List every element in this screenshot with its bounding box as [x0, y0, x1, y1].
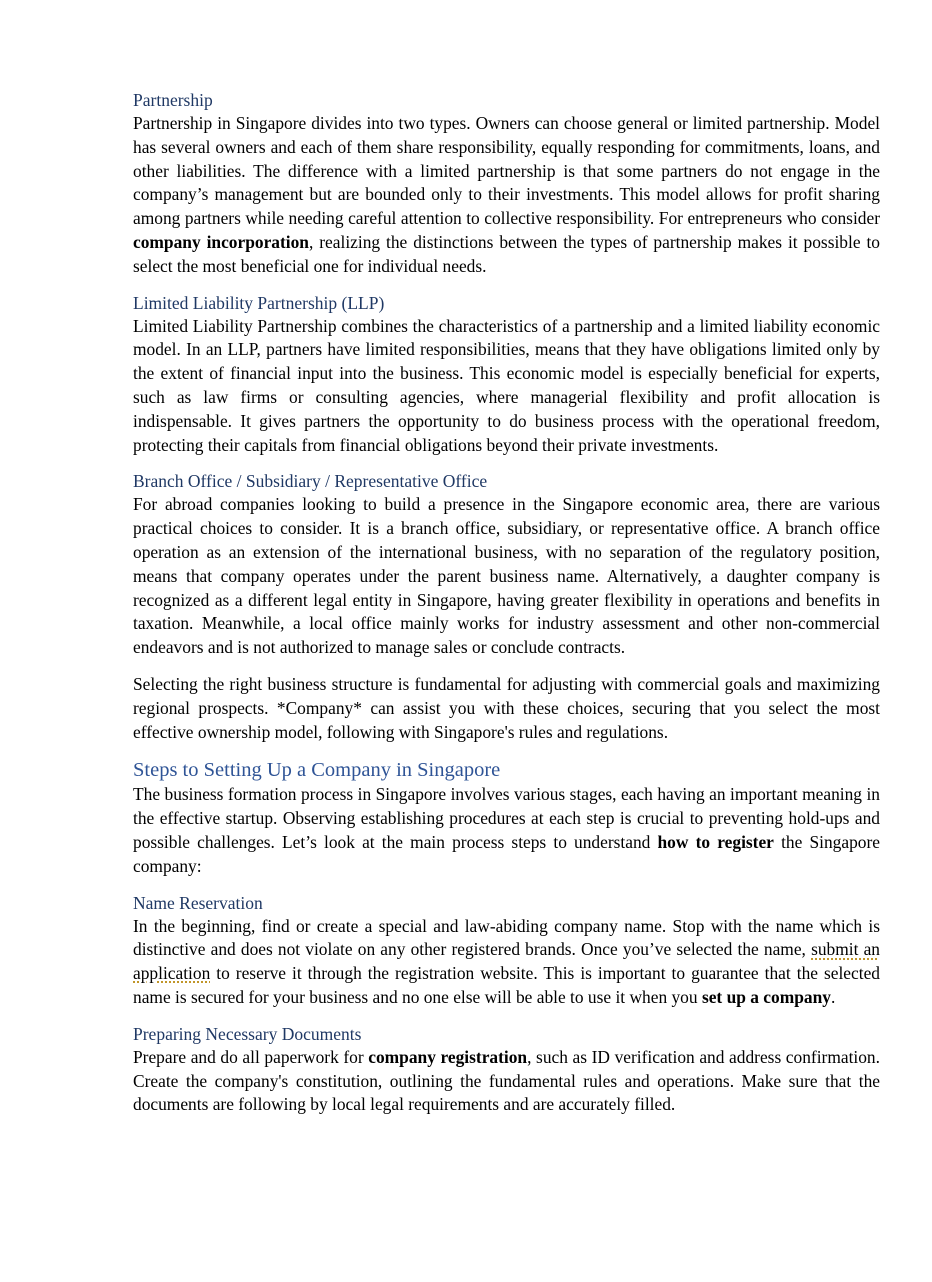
text-run: the Singapore company:: [133, 831, 880, 876]
paragraph-business-structure: Selecting the right business structure is fundamental for adjusting with commercial goals and maximizing regional prospects. *Company* can assist you with these choices, securing that you select the most effective ownership model, following with Singapore's rules and regulations.: [133, 673, 880, 742]
heading-steps: Steps to Setting Up a Company in Singapore: [133, 759, 501, 782]
paragraph-steps: [133, 783, 880, 878]
text-run: to reserve it through the registration website. This is important to guarantee that the selected name is secured for your business and no one else will be able to use it when you: [133, 963, 880, 1007]
heading-llp: Limited Liability Partnership (LLP): [133, 292, 385, 313]
paragraph-partnership: [133, 112, 880, 279]
bold-term-company-registration: company registration: [368, 1046, 528, 1067]
text-run: , such as ID verification and address confirmation. Create the company's constitution, outlining the fundamental rules and operations. Make sure that the documents are following by local legal requirements and are accurately filled.: [133, 1046, 880, 1115]
text-run: , realizing the distinctions between the types of partnership makes it possible to select the most beneficial one for individual needs.: [133, 231, 881, 276]
bold-term-how-to-register: how to register: [657, 831, 774, 852]
document-page: [133, 89, 880, 1117]
text-run: Prepare and do all paperwork for: [133, 1046, 369, 1067]
bold-term-company-incorporation: company incorporation: [133, 231, 309, 252]
text-run: .: [830, 986, 836, 1007]
paragraph-branch-office: For abroad companies looking to build a presence in the Singapore economic area, there are various practical choices to consider. It is a branch office, subsidiary, or representative office. A branch office operation as an extension of the international business, with no separation of the regulatory position, means that company operates under the parent business name. Alternatively, a daughter company is recognized as a different legal entity in Singapore, having greater flexibility in operations and benefits in taxation. Meanwhile, a local office mainly works for industry assessment and other non-commercial endeavors and is not authorized to manage sales or conclude contracts.: [133, 494, 880, 658]
text-run: In the beginning, find or create a special and law-abiding company name. Stop with the name which is distinctive and does not violate on any other registered brands. Once you’ve selected the name,: [133, 915, 880, 960]
paragraph-preparing-documents: [133, 1046, 880, 1117]
text-run: The business formation process in Singapore involves various stages, each having an important meaning in the effective startup. Observing establishing procedures at each step is crucial to preventing hold-ups and possible challenges. Let’s look at the main process steps to understand: [133, 784, 880, 852]
heading-name-reservation: Name Reservation: [133, 892, 263, 913]
text-run: Partnership in Singapore divides into two types. Owners can choose general or limited partnership. Model has several owners and each of them share responsibility, equally responding for commitments, loans, and other liabilities. The difference with a limited partnership is that some partners do not engage in the company’s management but are bounded only to their investments. This model allows for profit sharing among partners while needing careful attention to collective responsibility. For entrepreneurs who consider: [133, 113, 880, 229]
spellcheck-flagged-phrase[interactable]: submit an application: [133, 939, 880, 984]
heading-branch-office: Branch Office / Subsidiary / Representative Office: [133, 471, 488, 492]
paragraph-llp: Limited Liability Partnership combines the characteristics of a partnership and a limited liability economic model. In an LLP, partners have limited responsibilities, means that they have obligations limited only by the extent of financial input into the business. This economic model is especially beneficial for experts, such as law firms or consulting agencies, where managerial flexibility and profit allocation is indispensable. It gives partners the opportunity to do business process with the operational freedom, protecting their capitals from financial obligations beyond their private investments.: [133, 315, 880, 455]
heading-partnership: Partnership: [133, 90, 213, 110]
heading-preparing-documents: Preparing Necessary Documents: [133, 1023, 362, 1044]
bold-term-set-up-a-company: set up a company: [701, 986, 831, 1007]
paragraph-name-reservation: [133, 915, 880, 1010]
